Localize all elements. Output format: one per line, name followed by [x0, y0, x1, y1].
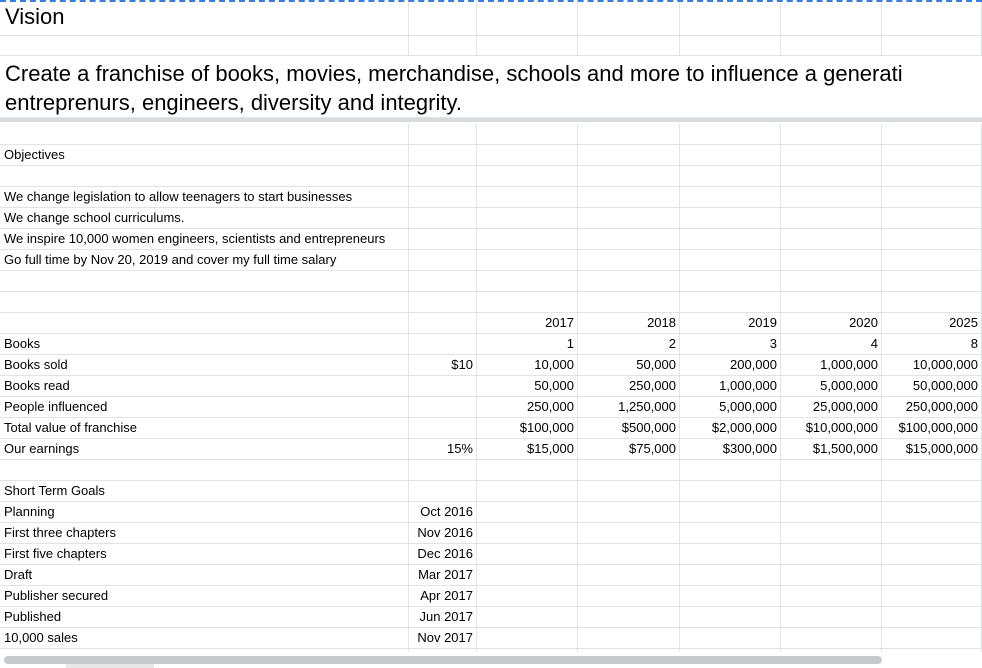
cell[interactable]	[409, 292, 477, 312]
cell[interactable]	[409, 0, 477, 35]
grid-row	[0, 36, 982, 56]
cell[interactable]	[477, 523, 578, 543]
cell[interactable]	[477, 502, 578, 522]
cell[interactable]	[477, 460, 578, 480]
goal-label[interactable]: First five chapters	[0, 544, 409, 564]
cell[interactable]	[409, 481, 477, 501]
cell[interactable]	[680, 481, 781, 501]
year-header[interactable]: 2020	[781, 313, 882, 333]
cell[interactable]	[578, 0, 680, 35]
cell[interactable]	[882, 565, 982, 585]
cell[interactable]	[578, 229, 680, 249]
cell[interactable]	[477, 586, 578, 606]
metric-parameter[interactable]	[409, 418, 477, 438]
goal-row	[0, 502, 982, 523]
cell[interactable]	[680, 208, 781, 228]
objective-row	[0, 187, 982, 208]
metric-label[interactable]: People influenced	[0, 397, 409, 417]
metric-value[interactable]: 10,000	[477, 355, 578, 375]
goal-row	[0, 628, 982, 649]
metric-value[interactable]: 1,000,000	[680, 376, 781, 396]
metric-label[interactable]: Our earnings	[0, 439, 409, 459]
cell[interactable]	[477, 292, 578, 312]
goal-date[interactable]: Apr 2017	[409, 586, 477, 606]
metric-value[interactable]: $75,000	[578, 439, 680, 459]
metric-value[interactable]: 25,000,000	[781, 397, 882, 417]
metric-value[interactable]: $15,000	[477, 439, 578, 459]
cell[interactable]	[680, 607, 781, 627]
cell[interactable]	[477, 250, 578, 270]
metric-label[interactable]: Books read	[0, 376, 409, 396]
metric-value[interactable]: $2,000,000	[680, 418, 781, 438]
objectives-header-row	[0, 145, 982, 166]
metric-value[interactable]: 4	[781, 334, 882, 354]
cell[interactable]	[477, 166, 578, 186]
metric-row	[0, 355, 982, 376]
metric-value[interactable]: 3	[680, 334, 781, 354]
goal-date[interactable]: Jun 2017	[409, 607, 477, 627]
metric-parameter[interactable]	[409, 397, 477, 417]
cell[interactable]	[680, 586, 781, 606]
cell[interactable]	[882, 607, 982, 627]
cell[interactable]	[477, 229, 578, 249]
cell[interactable]	[578, 166, 680, 186]
goal-label[interactable]: Publisher secured	[0, 586, 409, 606]
cell[interactable]	[882, 271, 982, 291]
cell[interactable]	[680, 460, 781, 480]
objective-text[interactable]: We inspire 10,000 women engineers, scientists and entrepreneurs	[0, 229, 409, 249]
frozen-rows-divider[interactable]	[0, 118, 982, 122]
cell[interactable]	[882, 628, 982, 648]
cell[interactable]	[477, 187, 578, 207]
cell[interactable]	[477, 565, 578, 585]
goal-date[interactable]: Nov 2016	[409, 523, 477, 543]
cell[interactable]	[680, 0, 781, 35]
metric-parameter[interactable]	[409, 376, 477, 396]
cell[interactable]	[409, 36, 477, 55]
cell[interactable]	[781, 145, 882, 165]
cell[interactable]	[0, 292, 409, 312]
metric-value[interactable]: 1,250,000	[578, 397, 680, 417]
metric-value[interactable]: 50,000	[477, 376, 578, 396]
metric-value[interactable]: $100,000	[477, 418, 578, 438]
cell[interactable]	[578, 36, 680, 55]
cell[interactable]	[0, 124, 409, 144]
selection-border	[0, 0, 982, 2]
metric-value[interactable]: 8	[882, 334, 982, 354]
cell[interactable]	[680, 544, 781, 564]
goal-row	[0, 523, 982, 544]
metric-value[interactable]: 1,000,000	[781, 355, 882, 375]
metric-value[interactable]: $1,500,000	[781, 439, 882, 459]
cell[interactable]	[578, 124, 680, 144]
cell[interactable]	[578, 460, 680, 480]
metric-value[interactable]: 1	[477, 334, 578, 354]
metric-value[interactable]: $10,000,000	[781, 418, 882, 438]
cell[interactable]	[477, 544, 578, 564]
objective-row	[0, 208, 982, 229]
grid-row	[0, 0, 982, 36]
metric-row	[0, 397, 982, 418]
cell[interactable]	[781, 36, 882, 55]
goal-label[interactable]: Draft	[0, 565, 409, 585]
cell[interactable]	[882, 0, 982, 35]
cell[interactable]	[781, 166, 882, 186]
cell[interactable]	[781, 481, 882, 501]
metric-value[interactable]: 250,000	[578, 376, 680, 396]
cell[interactable]	[0, 271, 409, 291]
grid-row	[0, 124, 982, 145]
cell[interactable]	[680, 292, 781, 312]
cell[interactable]	[882, 124, 982, 144]
cell[interactable]	[477, 607, 578, 627]
goal-label[interactable]: Planning	[0, 502, 409, 522]
cell[interactable]	[781, 208, 882, 228]
cell[interactable]	[477, 0, 578, 35]
cell[interactable]	[781, 502, 882, 522]
goal-date[interactable]: Nov 2017	[409, 628, 477, 648]
cell[interactable]	[0, 460, 409, 480]
grid-row	[0, 292, 982, 313]
cell[interactable]	[680, 502, 781, 522]
cell[interactable]	[409, 124, 477, 144]
metric-value[interactable]: 250,000,000	[882, 397, 982, 417]
objective-text[interactable]: We change legislation to allow teenagers to start businesses	[0, 187, 409, 207]
metric-value[interactable]: $300,000	[680, 439, 781, 459]
vision-line-2: entreprenurs, engineers, diversity and integrity.	[5, 90, 462, 115]
cell[interactable]	[578, 250, 680, 270]
metric-value[interactable]: $100,000,000	[882, 418, 982, 438]
cell[interactable]	[882, 481, 982, 501]
cell[interactable]	[781, 124, 882, 144]
grid-row	[0, 460, 982, 481]
metric-row	[0, 439, 982, 460]
cell[interactable]	[477, 145, 578, 165]
cell[interactable]	[578, 565, 680, 585]
cell[interactable]	[882, 586, 982, 606]
metric-value[interactable]: 200,000	[680, 355, 781, 375]
metric-parameter[interactable]: $10	[409, 355, 477, 375]
cell[interactable]	[578, 544, 680, 564]
cell[interactable]	[0, 313, 409, 333]
cell[interactable]	[680, 229, 781, 249]
cell[interactable]	[882, 250, 982, 270]
cell[interactable]	[882, 502, 982, 522]
goal-label[interactable]: Published	[0, 607, 409, 627]
cell[interactable]	[781, 460, 882, 480]
cell[interactable]	[781, 187, 882, 207]
cell[interactable]	[578, 502, 680, 522]
metric-value[interactable]: 5,000,000	[680, 397, 781, 417]
metric-parameter[interactable]: 15%	[409, 439, 477, 459]
metric-value[interactable]: $500,000	[578, 418, 680, 438]
cell[interactable]	[578, 208, 680, 228]
cell[interactable]	[578, 523, 680, 543]
cell[interactable]	[781, 250, 882, 270]
cell[interactable]	[882, 292, 982, 312]
cell[interactable]	[578, 187, 680, 207]
cell[interactable]	[409, 250, 477, 270]
goal-row	[0, 544, 982, 565]
cell[interactable]	[578, 271, 680, 291]
cell[interactable]	[477, 208, 578, 228]
objective-row	[0, 250, 982, 271]
cell[interactable]	[409, 187, 477, 207]
cell[interactable]	[477, 124, 578, 144]
cell[interactable]	[680, 250, 781, 270]
metric-value[interactable]: 5,000,000	[781, 376, 882, 396]
goals-label[interactable]: Short Term Goals	[0, 481, 409, 501]
cell[interactable]	[578, 586, 680, 606]
cell[interactable]	[680, 145, 781, 165]
metric-value[interactable]: 50,000,000	[882, 376, 982, 396]
metric-label[interactable]: Total value of franchise	[0, 418, 409, 438]
cell[interactable]	[0, 36, 409, 55]
cell[interactable]	[680, 523, 781, 543]
cell[interactable]	[882, 187, 982, 207]
cell[interactable]	[409, 208, 477, 228]
cell[interactable]	[882, 166, 982, 186]
cell[interactable]	[578, 481, 680, 501]
sheet-title[interactable]: Vision	[5, 4, 65, 29]
year-header[interactable]: 2018	[578, 313, 680, 333]
metric-value[interactable]: 250,000	[477, 397, 578, 417]
grid-row	[0, 166, 982, 187]
cell[interactable]	[882, 208, 982, 228]
cell[interactable]	[578, 607, 680, 627]
vision-statement[interactable]	[5, 59, 903, 117]
objectives-label[interactable]: Objectives	[0, 145, 409, 165]
cell[interactable]	[477, 271, 578, 291]
objective-row	[0, 229, 982, 250]
cell[interactable]	[680, 628, 781, 648]
objective-text[interactable]: Go full time by Nov 20, 2019 and cover my full time salary	[0, 250, 409, 270]
metric-parameter[interactable]	[409, 334, 477, 354]
metric-row	[0, 376, 982, 397]
cell[interactable]	[680, 271, 781, 291]
cell[interactable]	[781, 0, 882, 35]
metric-value[interactable]: 10,000,000	[882, 355, 982, 375]
year-header[interactable]: 2019	[680, 313, 781, 333]
cell[interactable]	[409, 271, 477, 291]
cell[interactable]	[680, 166, 781, 186]
objective-text[interactable]: We change school curriculums.	[0, 208, 409, 228]
cell[interactable]	[680, 36, 781, 55]
cell[interactable]	[882, 544, 982, 564]
cell[interactable]	[781, 544, 882, 564]
goal-row	[0, 586, 982, 607]
vision-line-1: Create a franchise of books, movies, merchandise, schools and more to influence a generati	[5, 61, 903, 86]
cell[interactable]	[781, 292, 882, 312]
metric-value[interactable]: 2	[578, 334, 680, 354]
horizontal-scrollbar-thumb[interactable]	[4, 656, 882, 664]
goal-label[interactable]: First three chapters	[0, 523, 409, 543]
cell[interactable]	[781, 229, 882, 249]
cell[interactable]	[477, 628, 578, 648]
cell[interactable]	[882, 36, 982, 55]
metric-value[interactable]: 50,000	[578, 355, 680, 375]
cell[interactable]	[680, 187, 781, 207]
cell[interactable]	[409, 229, 477, 249]
grid-row	[0, 271, 982, 292]
years-header-row	[0, 313, 982, 334]
cell[interactable]	[882, 145, 982, 165]
cell[interactable]	[680, 124, 781, 144]
metric-value[interactable]: $15,000,000	[882, 439, 982, 459]
cell[interactable]	[477, 481, 578, 501]
cell[interactable]	[578, 292, 680, 312]
metric-row	[0, 418, 982, 439]
goal-row	[0, 565, 982, 586]
goal-date[interactable]: Dec 2016	[409, 544, 477, 564]
goal-date[interactable]: Mar 2017	[409, 565, 477, 585]
cell[interactable]	[578, 145, 680, 165]
year-header[interactable]: 2017	[477, 313, 578, 333]
cell[interactable]	[882, 523, 982, 543]
cell[interactable]	[781, 565, 882, 585]
goal-date[interactable]: Oct 2016	[409, 502, 477, 522]
cell[interactable]	[409, 313, 477, 333]
metric-row	[0, 334, 982, 355]
goal-row	[0, 607, 982, 628]
cell[interactable]	[409, 145, 477, 165]
cell[interactable]	[477, 36, 578, 55]
cell[interactable]	[409, 166, 477, 186]
cell[interactable]	[781, 586, 882, 606]
cell[interactable]	[680, 565, 781, 585]
cell[interactable]	[0, 166, 409, 186]
year-header[interactable]: 2025	[882, 313, 982, 333]
metric-label[interactable]: Books sold	[0, 355, 409, 375]
cell[interactable]	[578, 628, 680, 648]
cell[interactable]	[409, 460, 477, 480]
metric-label[interactable]: Books	[0, 334, 409, 354]
scrollbar-overflow-indicator	[66, 664, 154, 668]
cell[interactable]	[781, 628, 882, 648]
cell[interactable]	[882, 229, 982, 249]
cell[interactable]	[781, 607, 882, 627]
cell[interactable]	[882, 460, 982, 480]
cell[interactable]	[781, 271, 882, 291]
goal-label[interactable]: 10,000 sales	[0, 628, 409, 648]
cell[interactable]	[781, 523, 882, 543]
goals-header-row	[0, 481, 982, 502]
